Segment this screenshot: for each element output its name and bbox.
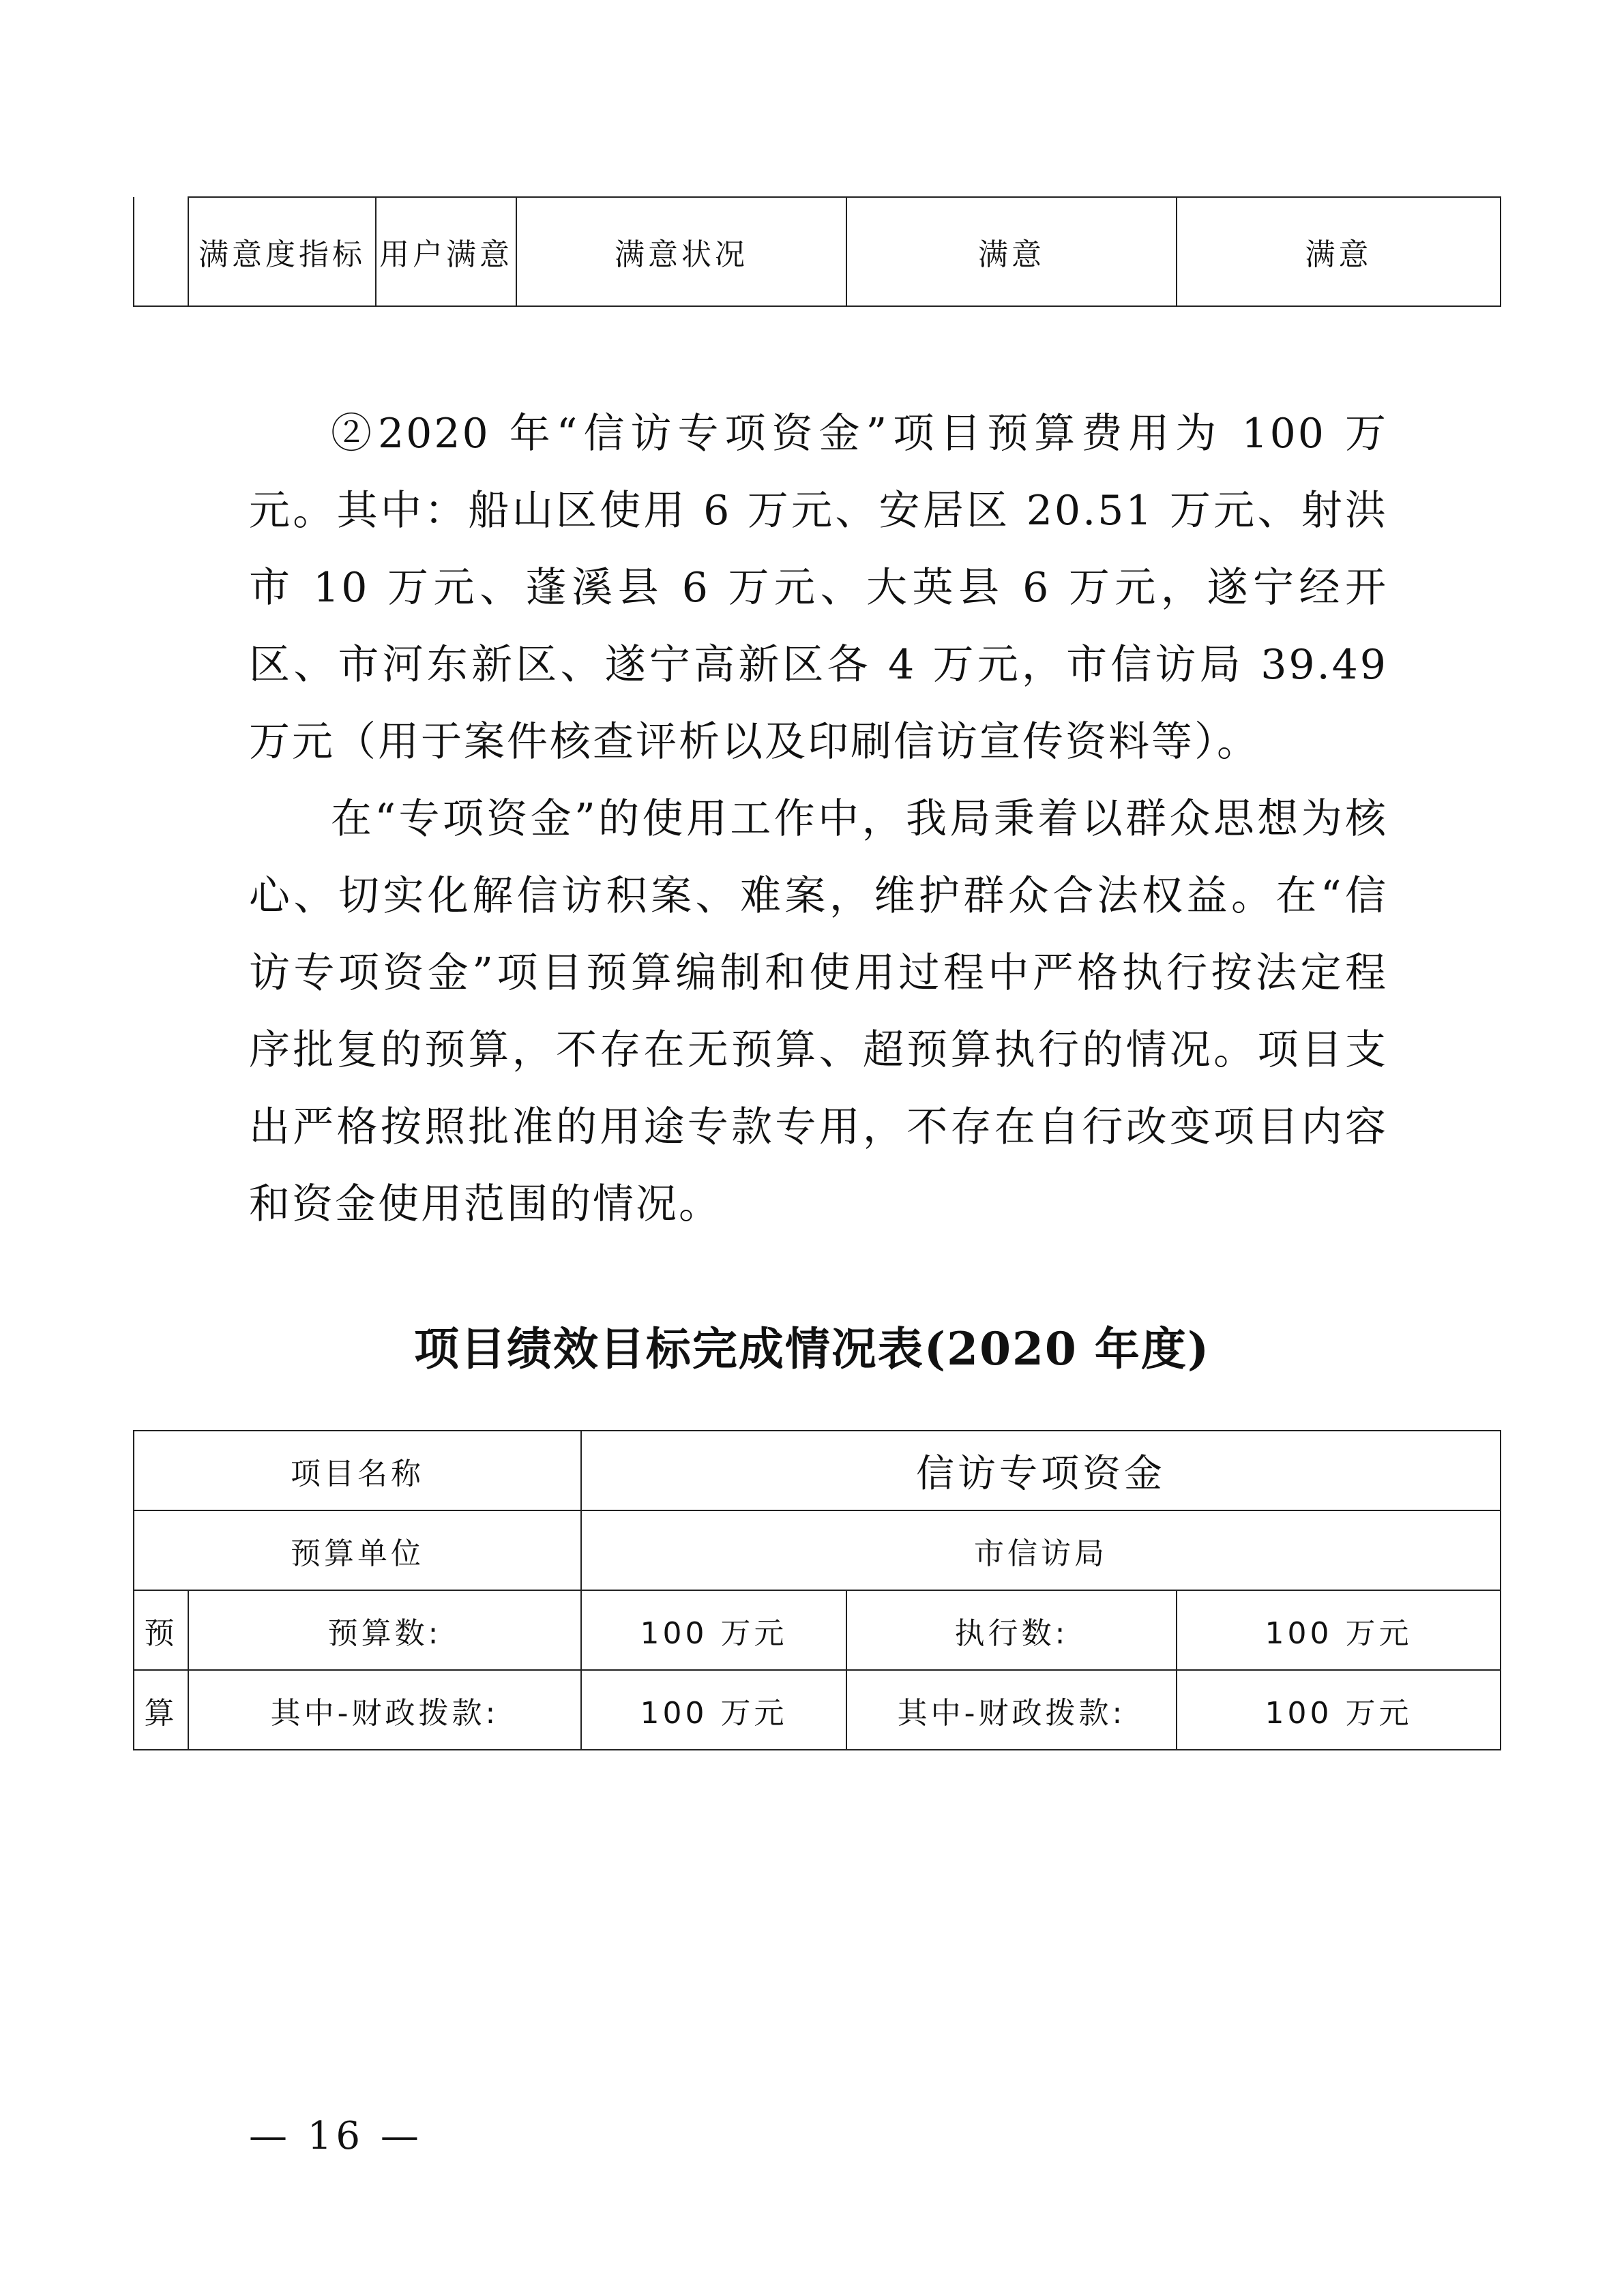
budget-unit-label: 预算单位 <box>134 1510 581 1590</box>
table-cell: 满意状况 <box>516 197 846 306</box>
fiscal-value: 100 万元 <box>1177 1670 1501 1750</box>
paragraph-text: 在“专项资金”的使用工作中，我局秉着以群众思想为核心、切实化解信访积案、难案，维护群众合法权益。在“信访专项资金”项目预算编制和使用过程中严格执行按法定程序批复的预算，不存在无预算、超预算执行的情况。项目支出严格按照批准的用途专款专用，不存在自行改变项目内容和资金使用范围的情况。 <box>249 795 1388 1228</box>
project-name-label: 项目名称 <box>134 1431 581 1510</box>
table-cell: 满意 <box>1177 197 1501 306</box>
table-row <box>134 1510 1501 1590</box>
executed-value: 100 万元 <box>1177 1590 1501 1670</box>
paragraph-budget <box>249 396 1388 781</box>
table-cell: 用户满意 <box>376 197 516 306</box>
fiscal-value: 100 万元 <box>581 1670 846 1750</box>
blank-cell <box>134 197 188 306</box>
budget-amount-value: 100 万元 <box>581 1590 846 1670</box>
fiscal-label: 其中-财政拨款: <box>846 1670 1177 1750</box>
table-cell: 满意度指标 <box>188 197 376 306</box>
budget-amount-label: 预算数: <box>188 1590 581 1670</box>
budget-side-label: 预 <box>134 1590 188 1670</box>
fiscal-label: 其中-财政拨款: <box>188 1670 581 1750</box>
page-number: — 16 — <box>249 2114 423 2158</box>
paragraph-usage <box>249 781 1388 1243</box>
table-row <box>134 1590 1501 1670</box>
performance-table <box>133 1430 1501 1750</box>
table-row <box>134 1431 1501 1510</box>
table-row <box>134 197 1501 306</box>
satisfaction-table <box>133 196 1501 307</box>
table-cell: 满意 <box>846 197 1177 306</box>
budget-side-label: 算 <box>134 1670 188 1750</box>
paragraph-text: ②2020 年“信访专项资金”项目预算费用为 100 万元。其中：船山区使用 6 万元、安居区 20.51 万元、射洪市 10 万元、蓬溪县 6 万元、大英县 6 万元，遂宁经开区、市河东新区、遂宁高新区各 4 万元，市信访局 39.49 万元（用于案件核查评析以及印刷信访宣传资料等）。 <box>249 410 1388 766</box>
table-title: 项目绩效目标完成情况表(2020 年度) <box>413 1322 1211 1375</box>
project-name-value: 信访专项资金 <box>581 1431 1501 1510</box>
executed-label: 执行数: <box>846 1590 1177 1670</box>
budget-unit-value: 市信访局 <box>581 1510 1501 1590</box>
table-row <box>134 1670 1501 1750</box>
